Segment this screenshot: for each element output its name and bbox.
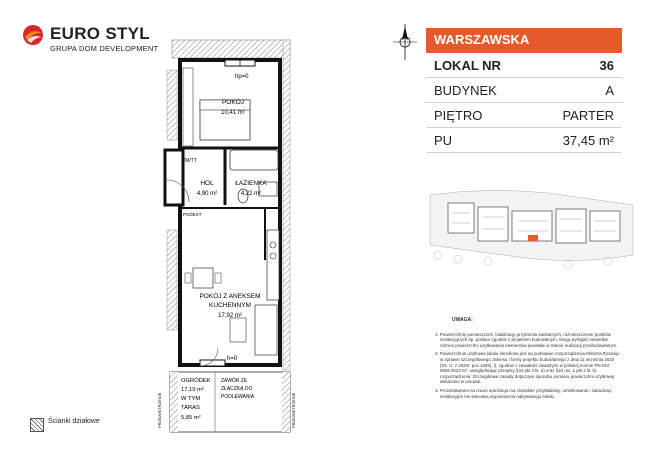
city-header: WARSZAWSKA — [426, 28, 622, 53]
info-label-budynek: BUDYNEK — [434, 83, 497, 98]
info-label-lokal: LOKAL NR — [434, 58, 501, 73]
info-row-budynek — [426, 78, 622, 103]
info-row-lokal — [426, 53, 622, 78]
euro-styl-logo-icon — [22, 24, 44, 46]
tm-mark: TM/TT — [182, 158, 197, 164]
unit-location-marker — [528, 235, 538, 241]
info-value-budynek: A — [605, 83, 614, 98]
unit-info-table — [426, 28, 622, 153]
info-value-lokal: 36 — [599, 58, 614, 73]
site-location-map — [428, 185, 638, 275]
room-salon-area: 17,92 m² — [218, 313, 242, 319]
room-salon-name-1: POKÓJ Z ANEKSEM — [199, 293, 261, 300]
note-item: 2. Powierzchnia użytkowa lokalu określona jest na podstawie rozporządzenia Ministra Rozwoju w sprawie szczegółowego zakresu i formy projektu budowlanego z dnia 11 września 2020 (Dz. U. z 2020r. poz.1609), §, zgodnie z zasadami zawartymi w polskiej normie PN-ISO 9836:2022-07, uwzględniając przepisy §34 pkt 4 lit. a) oraz §20 ust. 1 pkt 4 lit. b) rozporządzenia. Szczegółowe zasady dotyczące sposobu pomiaru powierzchni użytkowej wskazano w umowie. — [440, 351, 620, 385]
notes-list — [430, 332, 620, 400]
valve-line-1: ZAWÓR ZE — [221, 378, 248, 384]
side-label-left: PRZEWIETRZENIE — [157, 392, 162, 428]
room-hol-name: HOL — [200, 180, 214, 187]
info-label-pu: PU — [434, 133, 453, 148]
room-hol-area: 4,90 m² — [196, 191, 218, 197]
legend-label: Ścianki działowe — [48, 418, 100, 425]
room-lazienka-area: 4,22 m² — [240, 191, 262, 197]
room-lazienka-name: ŁAZIENKA — [235, 180, 267, 187]
valve-line-3: PODLEWANIA — [221, 394, 255, 400]
garden-line-5: 5,85 m² — [181, 415, 201, 421]
room-salon-name-2: KUCHENNYM — [209, 302, 251, 309]
notes-title: UWAGA: — [452, 317, 473, 323]
notes-section — [430, 318, 620, 402]
room-pokoj-area: 10,41 m² — [221, 110, 245, 116]
garden-line-1: OGRÓDEK — [181, 378, 211, 384]
info-row-pu — [426, 128, 622, 153]
valve-line-2: ZŁĄCZKĄ DO — [221, 386, 253, 392]
side-label-right: PRZEWIETRZENIE — [291, 392, 296, 428]
garden-line-2: 17,19 m² — [181, 387, 204, 393]
note-item: 1. Powierzchnię pomieszczeń, lokalizację przyborów sanitarnych, rozmieszczenie punktów instalacyjnych itp. podano zgodnie z projektem budowlanym. Mogą wystąpić niewielkie różnice powierzchni użytkowania elementów powstałe w trakcie realizacji przebudowlanym. — [440, 332, 620, 349]
note-item: 3. Przedstawiona na rzucie aranżacja ma charakter przykładowy, umeblowanie i zabudowy instalacyjne nie stanowią wyposażenia nabywanego lokalu. — [440, 388, 620, 399]
north-arrow-icon — [390, 22, 420, 62]
partition-wall-swatch — [30, 418, 44, 432]
hp-bottom-mark: h=0 — [227, 356, 238, 362]
info-value-pu: 37,45 m² — [562, 133, 614, 148]
logo-brand: EURO STYL — [50, 24, 150, 43]
hp-top-mark: hp=0 — [235, 74, 249, 80]
garden-line-3: W TYM — [181, 396, 201, 402]
garden-line-4: TARAS — [181, 405, 200, 411]
floor-plan — [155, 30, 335, 450]
room-pokoj-name: POKÓJ — [221, 99, 245, 106]
info-label-pietro: PIĘTRO — [434, 108, 483, 123]
info-row-pietro — [426, 103, 622, 128]
logo-subtitle: GRUPA DOM DEVELOPMENT — [50, 44, 159, 53]
info-value-pietro: PARTER — [562, 108, 614, 123]
podest-mark: PODEST — [183, 212, 202, 217]
